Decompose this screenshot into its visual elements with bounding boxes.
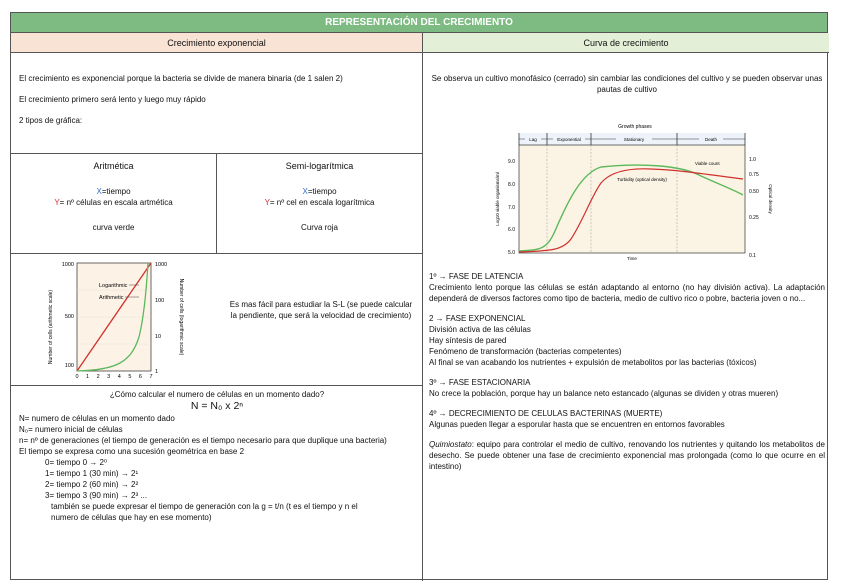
phase-label: Exponential bbox=[557, 137, 581, 142]
phases-text bbox=[429, 271, 825, 472]
x-tick: 5 bbox=[128, 374, 132, 380]
legend-logarithmic: Logarithmic bbox=[99, 283, 128, 289]
semilog-y: Y= nº cel en escala logarítmica bbox=[264, 198, 375, 207]
series-item: 3= tiempo 3 (90 min) → 2³ ... bbox=[45, 491, 148, 500]
graph-note: Es mas fácil para estudiar la S-L (se puede calcular la pendiente, que será la velocidad de crecimiento) bbox=[229, 300, 413, 320]
left-tick: 5.0 bbox=[508, 250, 515, 256]
arithmetic-y: Y= nº células en escala artmética bbox=[54, 198, 173, 207]
series-note: también se puede expresar el tiempo de generación con la g = t/n (t es el tiempo y n el numero de células que hay en ese momento) bbox=[51, 502, 358, 522]
arithmetic-curve: curva verde bbox=[92, 223, 135, 232]
left-tick: 8.0 bbox=[508, 182, 515, 188]
formula-section bbox=[19, 389, 415, 523]
x-tick: 2 bbox=[96, 374, 100, 380]
right-tick: 0.1 bbox=[749, 253, 756, 259]
document-table bbox=[10, 12, 828, 580]
semilog-curve: Curva roja bbox=[301, 223, 338, 232]
right-tick: 0.50 bbox=[749, 189, 759, 195]
right-tick: 10 bbox=[155, 334, 162, 340]
quimiostato-text: Quimiostato: equipo para controlar el medio de cultivo, renovando los nutrientes y quitando los metabolitos de desecho. Se puede obtener una fase de crecimiento exponencial mas prolongada (como lo que ocurre en el intestino) bbox=[429, 440, 825, 471]
row-divider bbox=[11, 253, 422, 254]
x-tick: 4 bbox=[117, 374, 121, 380]
semilog-title: Semi-logarítmica bbox=[285, 161, 354, 171]
x-tick: 7 bbox=[149, 374, 153, 380]
phase-label: Death bbox=[704, 137, 718, 142]
left-header: Crecimiento exponencial bbox=[11, 33, 423, 53]
chart-title: Growth phases bbox=[618, 124, 652, 130]
phase4-text: Algunas pueden llegar a esporular hasta que se encuentren en entornos favorables bbox=[429, 420, 725, 429]
phase-label: Stationary bbox=[623, 137, 645, 142]
phase2-end: Al final se van acabando los nutrientes + expulsión de metabolitos por las bacterias (tóxicos) bbox=[429, 358, 757, 367]
column-divider bbox=[422, 53, 423, 581]
x-tick: 3 bbox=[107, 374, 111, 380]
right-tick: 0.75 bbox=[749, 172, 759, 178]
right-tick: 1 bbox=[155, 369, 159, 375]
right-axis-label: Optical density bbox=[768, 184, 773, 214]
series-item: 0= tiempo 0 → 2⁰ bbox=[45, 458, 108, 467]
phase2-line: Hay síntesis de pared bbox=[429, 336, 507, 345]
left-tick: 7.0 bbox=[508, 205, 515, 211]
legend-arithmetic: Arithmetic bbox=[99, 295, 124, 301]
series-item: 1= tiempo 1 (30 min) → 2¹ bbox=[45, 469, 139, 478]
arithmetic-x: X=tiempo bbox=[96, 187, 131, 196]
intro-line: 2 tipos de gráfica: bbox=[19, 116, 83, 125]
formula-question: ¿Cómo calcular el numero de células en un momento dado? bbox=[109, 390, 325, 399]
phase2-line: División activa de las células bbox=[429, 325, 531, 334]
left-axis-label: Number of cells (arithmetic scale) bbox=[48, 289, 54, 365]
right-tick: 100 bbox=[155, 298, 165, 304]
intro-text bbox=[19, 73, 414, 136]
right-tick: 0.25 bbox=[749, 215, 759, 221]
intro-line: El crecimiento primero será lento y luego muy rápido bbox=[19, 95, 206, 104]
left-tick: 9.0 bbox=[508, 159, 515, 165]
definition: N₀= numero inicial de células bbox=[19, 425, 123, 434]
x-tick: 1 bbox=[86, 374, 90, 380]
phase-label: Lag bbox=[529, 137, 537, 142]
row-divider bbox=[11, 385, 422, 386]
left-tick: 500 bbox=[64, 314, 74, 320]
phase3-text: No crece la población, porque hay un balance neto estancado (algunas se dividen y otras mueren) bbox=[429, 389, 779, 398]
semilog-box bbox=[217, 161, 422, 233]
viable-label: Viable count bbox=[695, 161, 720, 166]
phase1-title: 1º → FASE DE LATENCIA bbox=[429, 272, 524, 281]
left-axis-label: Log10 viable organisms/ml bbox=[495, 172, 500, 226]
intro-line: El crecimiento es exponencial porque la bacteria se divide de manera binaria (de 1 salen 2) bbox=[19, 74, 343, 83]
definition: El tiempo se expresa como una sucesión geométrica en base 2 bbox=[19, 447, 245, 456]
x-tick: 0 bbox=[75, 374, 79, 380]
left-tick: 6.0 bbox=[508, 227, 515, 233]
phase3-title: 3º → FASE ESTACIONARIA bbox=[429, 378, 531, 387]
formula: N = N₀ x 2ⁿ bbox=[190, 400, 244, 412]
semilog-x: X=tiempo bbox=[302, 187, 337, 196]
right-intro: Se observa un cultivo monofásico (cerrado) sin cambiar las condiciones del cultivo y se pueden observar unas pautas de cultivo bbox=[431, 74, 823, 94]
growth-phases-chart bbox=[491, 121, 776, 263]
phase4-title: 4º → DECRECIMIENTO DE CELULAS BACTERINAS (MUERTE) bbox=[429, 409, 663, 418]
definition: n= nº de generaciones (el tiempo de generación es el tiempo necesario para que duplique una bacteria) bbox=[19, 436, 387, 445]
arithmetic-box bbox=[11, 161, 216, 233]
phase2-line: Fenómeno de transformación (bacterias competentes) bbox=[429, 347, 622, 356]
definition: N= numero de células en un momento dado bbox=[19, 414, 175, 423]
arithmetic-title: Aritmética bbox=[93, 161, 134, 171]
right-header: Curva de crecimiento bbox=[423, 33, 829, 53]
left-tick: 100 bbox=[64, 363, 74, 369]
phase1-text: Crecimiento lento porque las células se están adaptando al entorno (no hay división activa). La adaptación dependerá de diversos factores como tipo de bacteria, medio de cultivo rico o pobre, bacteria joven o no... bbox=[429, 283, 825, 303]
growth-comparison-chart bbox=[47, 257, 187, 381]
right-tick: 1.0 bbox=[749, 157, 756, 163]
phase2-title: 2 → FASE EXPONENCIAL bbox=[429, 314, 526, 323]
turbidity-label: Turbidity (optical density) bbox=[617, 177, 667, 182]
right-tick: 1000 bbox=[155, 262, 168, 268]
series-item: 2= tiempo 2 (60 min) → 2² bbox=[45, 480, 139, 489]
left-tick: 1000 bbox=[61, 262, 74, 268]
page-title: REPRESENTACIÓN DEL CRECIMIENTO bbox=[11, 13, 827, 33]
x-axis-label: Time bbox=[627, 256, 637, 261]
x-tick: 6 bbox=[138, 374, 142, 380]
right-axis-label: Number of cells (logarithmic scale) bbox=[178, 278, 184, 356]
